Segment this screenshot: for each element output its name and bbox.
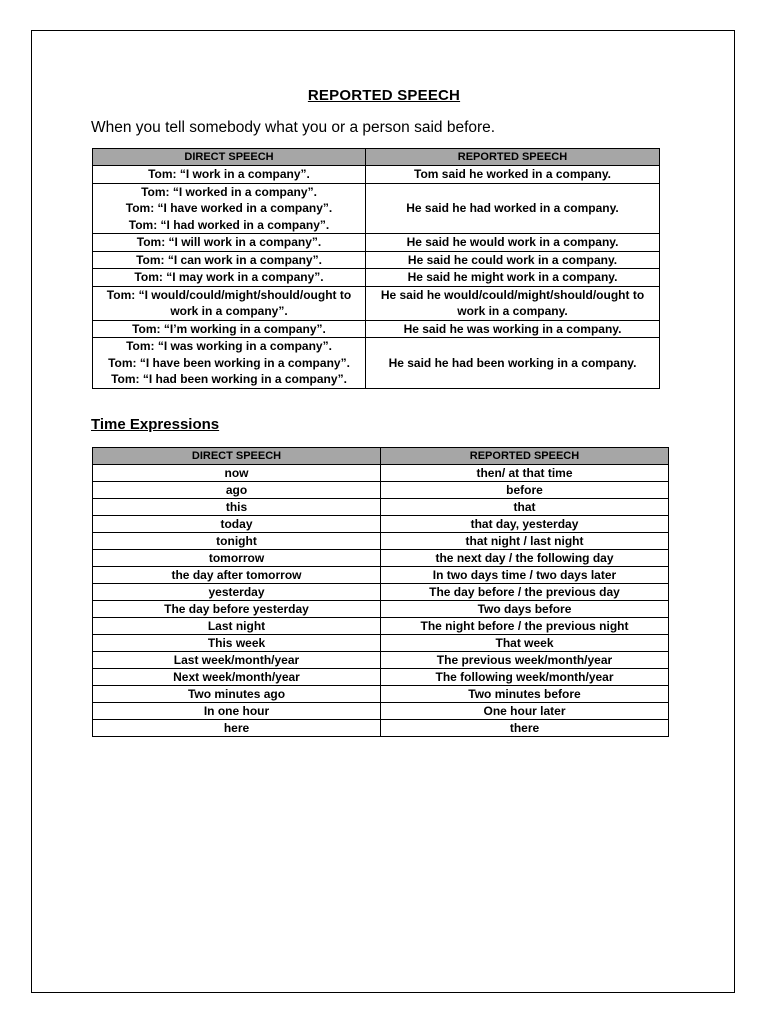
table-row (93, 669, 669, 686)
table-row (93, 482, 669, 499)
direct-speech-line: Tom: “I was working in a company”. (126, 339, 332, 353)
direct-time-cell: tonight (93, 533, 381, 550)
column-header-reported: REPORTED SPEECH (381, 448, 669, 465)
direct-time-cell: now (93, 465, 381, 482)
reported-time-cell: that (381, 499, 669, 516)
table-row (93, 320, 660, 338)
reported-speech-line: He said he had been working in a company. (388, 355, 637, 370)
table-row (93, 584, 669, 601)
reported-speech-line: He said he was working in a company. (403, 321, 622, 336)
table-row (93, 635, 669, 652)
table-row (93, 533, 669, 550)
reported-speech-cell (366, 269, 660, 287)
table-row (93, 183, 660, 234)
direct-time-cell: today (93, 516, 381, 533)
direct-time-cell: the day after tomorrow (93, 567, 381, 584)
direct-time-cell: this (93, 499, 381, 516)
reported-time-cell: then/ at that time (381, 465, 669, 482)
reported-time-cell: Two days before (381, 601, 669, 618)
reported-speech-line: work in a company. (457, 304, 568, 318)
direct-time-cell: In one hour (93, 703, 381, 720)
intro-text: When you tell somebody what you or a person said before. (91, 119, 496, 136)
direct-speech-cell (93, 166, 366, 184)
table-header-row (93, 448, 669, 465)
direct-speech-line: Tom: “I can work in a company”. (136, 252, 322, 267)
reported-speech-cell (366, 320, 660, 338)
table-row (93, 516, 669, 533)
reported-time-cell: that day, yesterday (381, 516, 669, 533)
direct-speech-line: Tom: “I have worked in a company”. (125, 201, 333, 215)
reported-speech-cell (366, 183, 660, 234)
reported-speech-line: He said he could work in a company. (407, 252, 618, 267)
direct-speech-cell (93, 320, 366, 338)
reported-time-cell: The night before / the previous night (381, 618, 669, 635)
direct-speech-line: Tom: “I worked in a company”. (141, 184, 317, 199)
reported-speech-cell (366, 286, 660, 320)
table-row (93, 720, 669, 737)
reported-time-cell: The following week/month/year (381, 669, 669, 686)
direct-speech-line: Tom: “I had worked in a company”. (128, 217, 330, 232)
reported-time-cell: In two days time / two days later (381, 567, 669, 584)
reported-time-cell: that night / last night (381, 533, 669, 550)
reported-speech-cell (366, 251, 660, 269)
direct-speech-line: Tom: “I would/could/might/should/ought to (106, 287, 352, 302)
table-row (93, 251, 660, 269)
table-row (93, 686, 669, 703)
table-row (93, 703, 669, 720)
reported-speech-cell (366, 234, 660, 252)
reported-speech-line: Tom said he worked in a company. (414, 167, 611, 181)
direct-speech-line: Tom: “I may work in a company”. (134, 270, 324, 284)
reported-time-cell: Two minutes before (381, 686, 669, 703)
page-title: REPORTED SPEECH (307, 87, 461, 104)
reported-time-cell: One hour later (381, 703, 669, 720)
table-header-row (93, 149, 660, 166)
direct-speech-cell (93, 234, 366, 252)
direct-speech-line: Tom: “I had been working in a company”. (111, 372, 347, 386)
table-row (93, 618, 669, 635)
reported-speech-table (92, 148, 660, 389)
direct-speech-line: Tom: “I work in a company”. (148, 167, 310, 181)
table-row (93, 234, 660, 252)
reported-time-cell: The day before / the previous day (381, 584, 669, 601)
direct-time-cell: yesterday (93, 584, 381, 601)
reported-speech-line: He said he would work in a company. (406, 235, 619, 249)
column-header-direct: DIRECT SPEECH (93, 448, 381, 465)
table-row (93, 338, 660, 389)
reported-speech-line: He said he had worked in a company. (406, 201, 619, 215)
table-row (93, 499, 669, 516)
reported-speech-line: He said he would/could/might/should/ought to (380, 287, 645, 302)
direct-time-cell: Two minutes ago (93, 686, 381, 703)
table-row (93, 652, 669, 669)
direct-speech-cell (93, 286, 366, 320)
direct-speech-cell (93, 251, 366, 269)
direct-time-cell: Last week/month/year (93, 652, 381, 669)
table-row (93, 550, 669, 567)
direct-time-cell: This week (93, 635, 381, 652)
direct-speech-cell (93, 269, 366, 287)
direct-time-cell: here (93, 720, 381, 737)
column-header-reported: REPORTED SPEECH (366, 149, 660, 166)
time-expressions-table (92, 447, 669, 737)
table-row (93, 286, 660, 320)
reported-speech-cell (366, 338, 660, 389)
direct-speech-line: Tom: “I have been working in a company”. (108, 355, 350, 370)
direct-time-cell: ago (93, 482, 381, 499)
reported-time-cell: the next day / the following day (381, 550, 669, 567)
table-row (93, 166, 660, 184)
table-row (93, 465, 669, 482)
direct-time-cell: Last night (93, 618, 381, 635)
direct-time-cell: tomorrow (93, 550, 381, 567)
direct-speech-cell (93, 183, 366, 234)
reported-time-cell: The previous week/month/year (381, 652, 669, 669)
direct-speech-line: Tom: “I’m working in a company”. (132, 321, 326, 336)
reported-time-cell: before (381, 482, 669, 499)
reported-time-cell: there (381, 720, 669, 737)
reported-speech-cell (366, 166, 660, 184)
reported-speech-line: He said he might work in a company. (407, 270, 618, 284)
table-row (93, 601, 669, 618)
direct-time-cell: The day before yesterday (93, 601, 381, 618)
table-row (93, 567, 669, 584)
time-expressions-title: Time Expressions (91, 416, 220, 433)
column-header-direct: DIRECT SPEECH (93, 149, 366, 166)
direct-speech-cell (93, 338, 366, 389)
direct-time-cell: Next week/month/year (93, 669, 381, 686)
reported-time-cell: That week (381, 635, 669, 652)
direct-speech-line: work in a company”. (170, 304, 288, 318)
table-row (93, 269, 660, 287)
direct-speech-line: Tom: “I will work in a company”. (136, 235, 322, 249)
